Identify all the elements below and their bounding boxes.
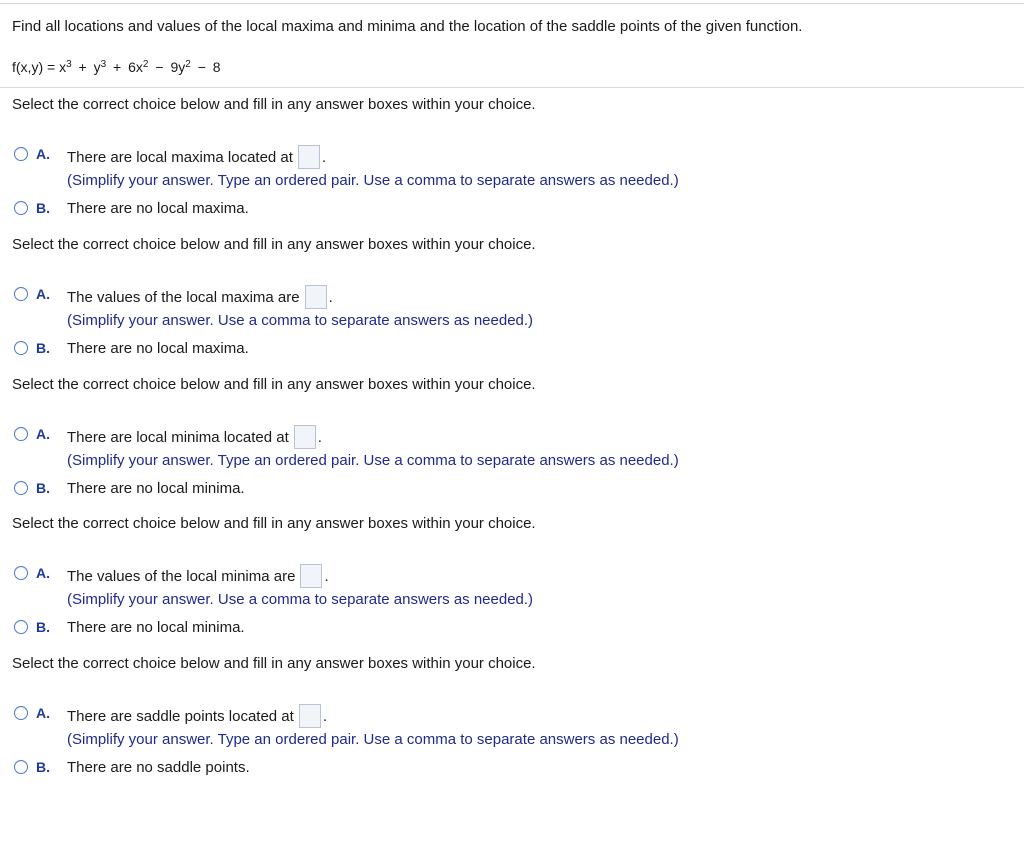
- answer-box[interactable]: [300, 564, 322, 588]
- choice-letter: A.: [36, 705, 50, 721]
- top-divider: [0, 3, 1024, 4]
- choice-text: The values of the local minima are .: [67, 565, 329, 589]
- choice-letter: B.: [36, 480, 50, 496]
- choice-text: There are no local maxima.: [67, 340, 249, 357]
- answer-box[interactable]: [305, 285, 327, 309]
- answer-box[interactable]: [298, 145, 320, 169]
- radio-button[interactable]: [14, 706, 28, 720]
- formula-term-y: $y^3$: [93, 59, 107, 75]
- hint-text: (Simplify your answer. Use a comma to separate answers as needed.): [67, 312, 534, 329]
- choice-letter: A.: [36, 426, 50, 442]
- formula-operator: −: [155, 59, 164, 75]
- answer-box[interactable]: [299, 704, 321, 728]
- choice-letter: A.: [36, 565, 50, 581]
- choice-b[interactable]: [0, 617, 1024, 639]
- choice-a[interactable]: [0, 422, 1024, 448]
- radio-button[interactable]: [14, 147, 28, 161]
- instruction-text: Select the correct choice below and fill in any answer boxes within your choice.: [12, 515, 536, 532]
- header-divider: [0, 87, 1024, 88]
- choice-letter: B.: [36, 340, 50, 356]
- radio-button[interactable]: [14, 620, 28, 634]
- question-text: Find all locations and values of the local maxima and minima and the location of the saddle points of the given function.: [12, 18, 803, 35]
- choice-a[interactable]: [0, 701, 1024, 727]
- formula-operator: +: [78, 59, 87, 75]
- hint-text: (Simplify your answer. Type an ordered pair. Use a comma to separate answers as needed.): [67, 731, 679, 748]
- radio-button[interactable]: [14, 566, 28, 580]
- answer-box[interactable]: [294, 425, 316, 449]
- choice-text: There are no saddle points.: [67, 759, 250, 776]
- function-formula: [12, 59, 221, 75]
- choice-text: There are no local minima.: [67, 480, 245, 497]
- formula-term-9y: $9y^2$: [170, 59, 191, 75]
- radio-button[interactable]: [14, 427, 28, 441]
- choice-letter: B.: [36, 619, 50, 635]
- instruction-text: Select the correct choice below and fill in any answer boxes within your choice.: [12, 236, 536, 253]
- choice-b[interactable]: [0, 757, 1024, 779]
- formula-term-6x: $6x^2$: [128, 59, 149, 75]
- radio-button[interactable]: [14, 287, 28, 301]
- choice-text: There are local minima located at .: [67, 426, 322, 450]
- choice-a[interactable]: [0, 561, 1024, 587]
- instruction-text: Select the correct choice below and fill in any answer boxes within your choice.: [12, 655, 536, 672]
- formula-operator: +: [113, 59, 122, 75]
- choice-letter: B.: [36, 759, 50, 775]
- hint-text: (Simplify your answer. Use a comma to separate answers as needed.): [67, 591, 534, 608]
- formula-operator: −: [197, 59, 206, 75]
- formula-constant: 8: [212, 59, 221, 75]
- formula-term-x: $x^3$: [59, 59, 72, 75]
- radio-button[interactable]: [14, 201, 28, 215]
- radio-button[interactable]: [14, 481, 28, 495]
- choice-b[interactable]: [0, 198, 1024, 220]
- instruction-text: Select the correct choice below and fill in any answer boxes within your choice.: [12, 96, 536, 113]
- choice-a[interactable]: [0, 142, 1024, 168]
- choice-text: There are no local minima.: [67, 619, 245, 636]
- formula-lhs: f(x,y) =: [12, 59, 56, 75]
- hint-text: (Simplify your answer. Type an ordered pair. Use a comma to separate answers as needed.): [67, 172, 679, 189]
- hint-text: (Simplify your answer. Type an ordered pair. Use a comma to separate answers as needed.): [67, 452, 679, 469]
- choice-text: There are saddle points located at .: [67, 705, 327, 729]
- choice-letter: A.: [36, 146, 50, 162]
- choice-text: The values of the local maxima are .: [67, 286, 333, 310]
- choice-text: There are no local maxima.: [67, 200, 249, 217]
- choice-b[interactable]: [0, 478, 1024, 500]
- choice-a[interactable]: [0, 282, 1024, 308]
- choice-b[interactable]: [0, 338, 1024, 360]
- radio-button[interactable]: [14, 760, 28, 774]
- choice-letter: B.: [36, 200, 50, 216]
- choice-text: There are local maxima located at .: [67, 146, 326, 170]
- instruction-text: Select the correct choice below and fill in any answer boxes within your choice.: [12, 376, 536, 393]
- choice-letter: A.: [36, 286, 50, 302]
- radio-button[interactable]: [14, 341, 28, 355]
